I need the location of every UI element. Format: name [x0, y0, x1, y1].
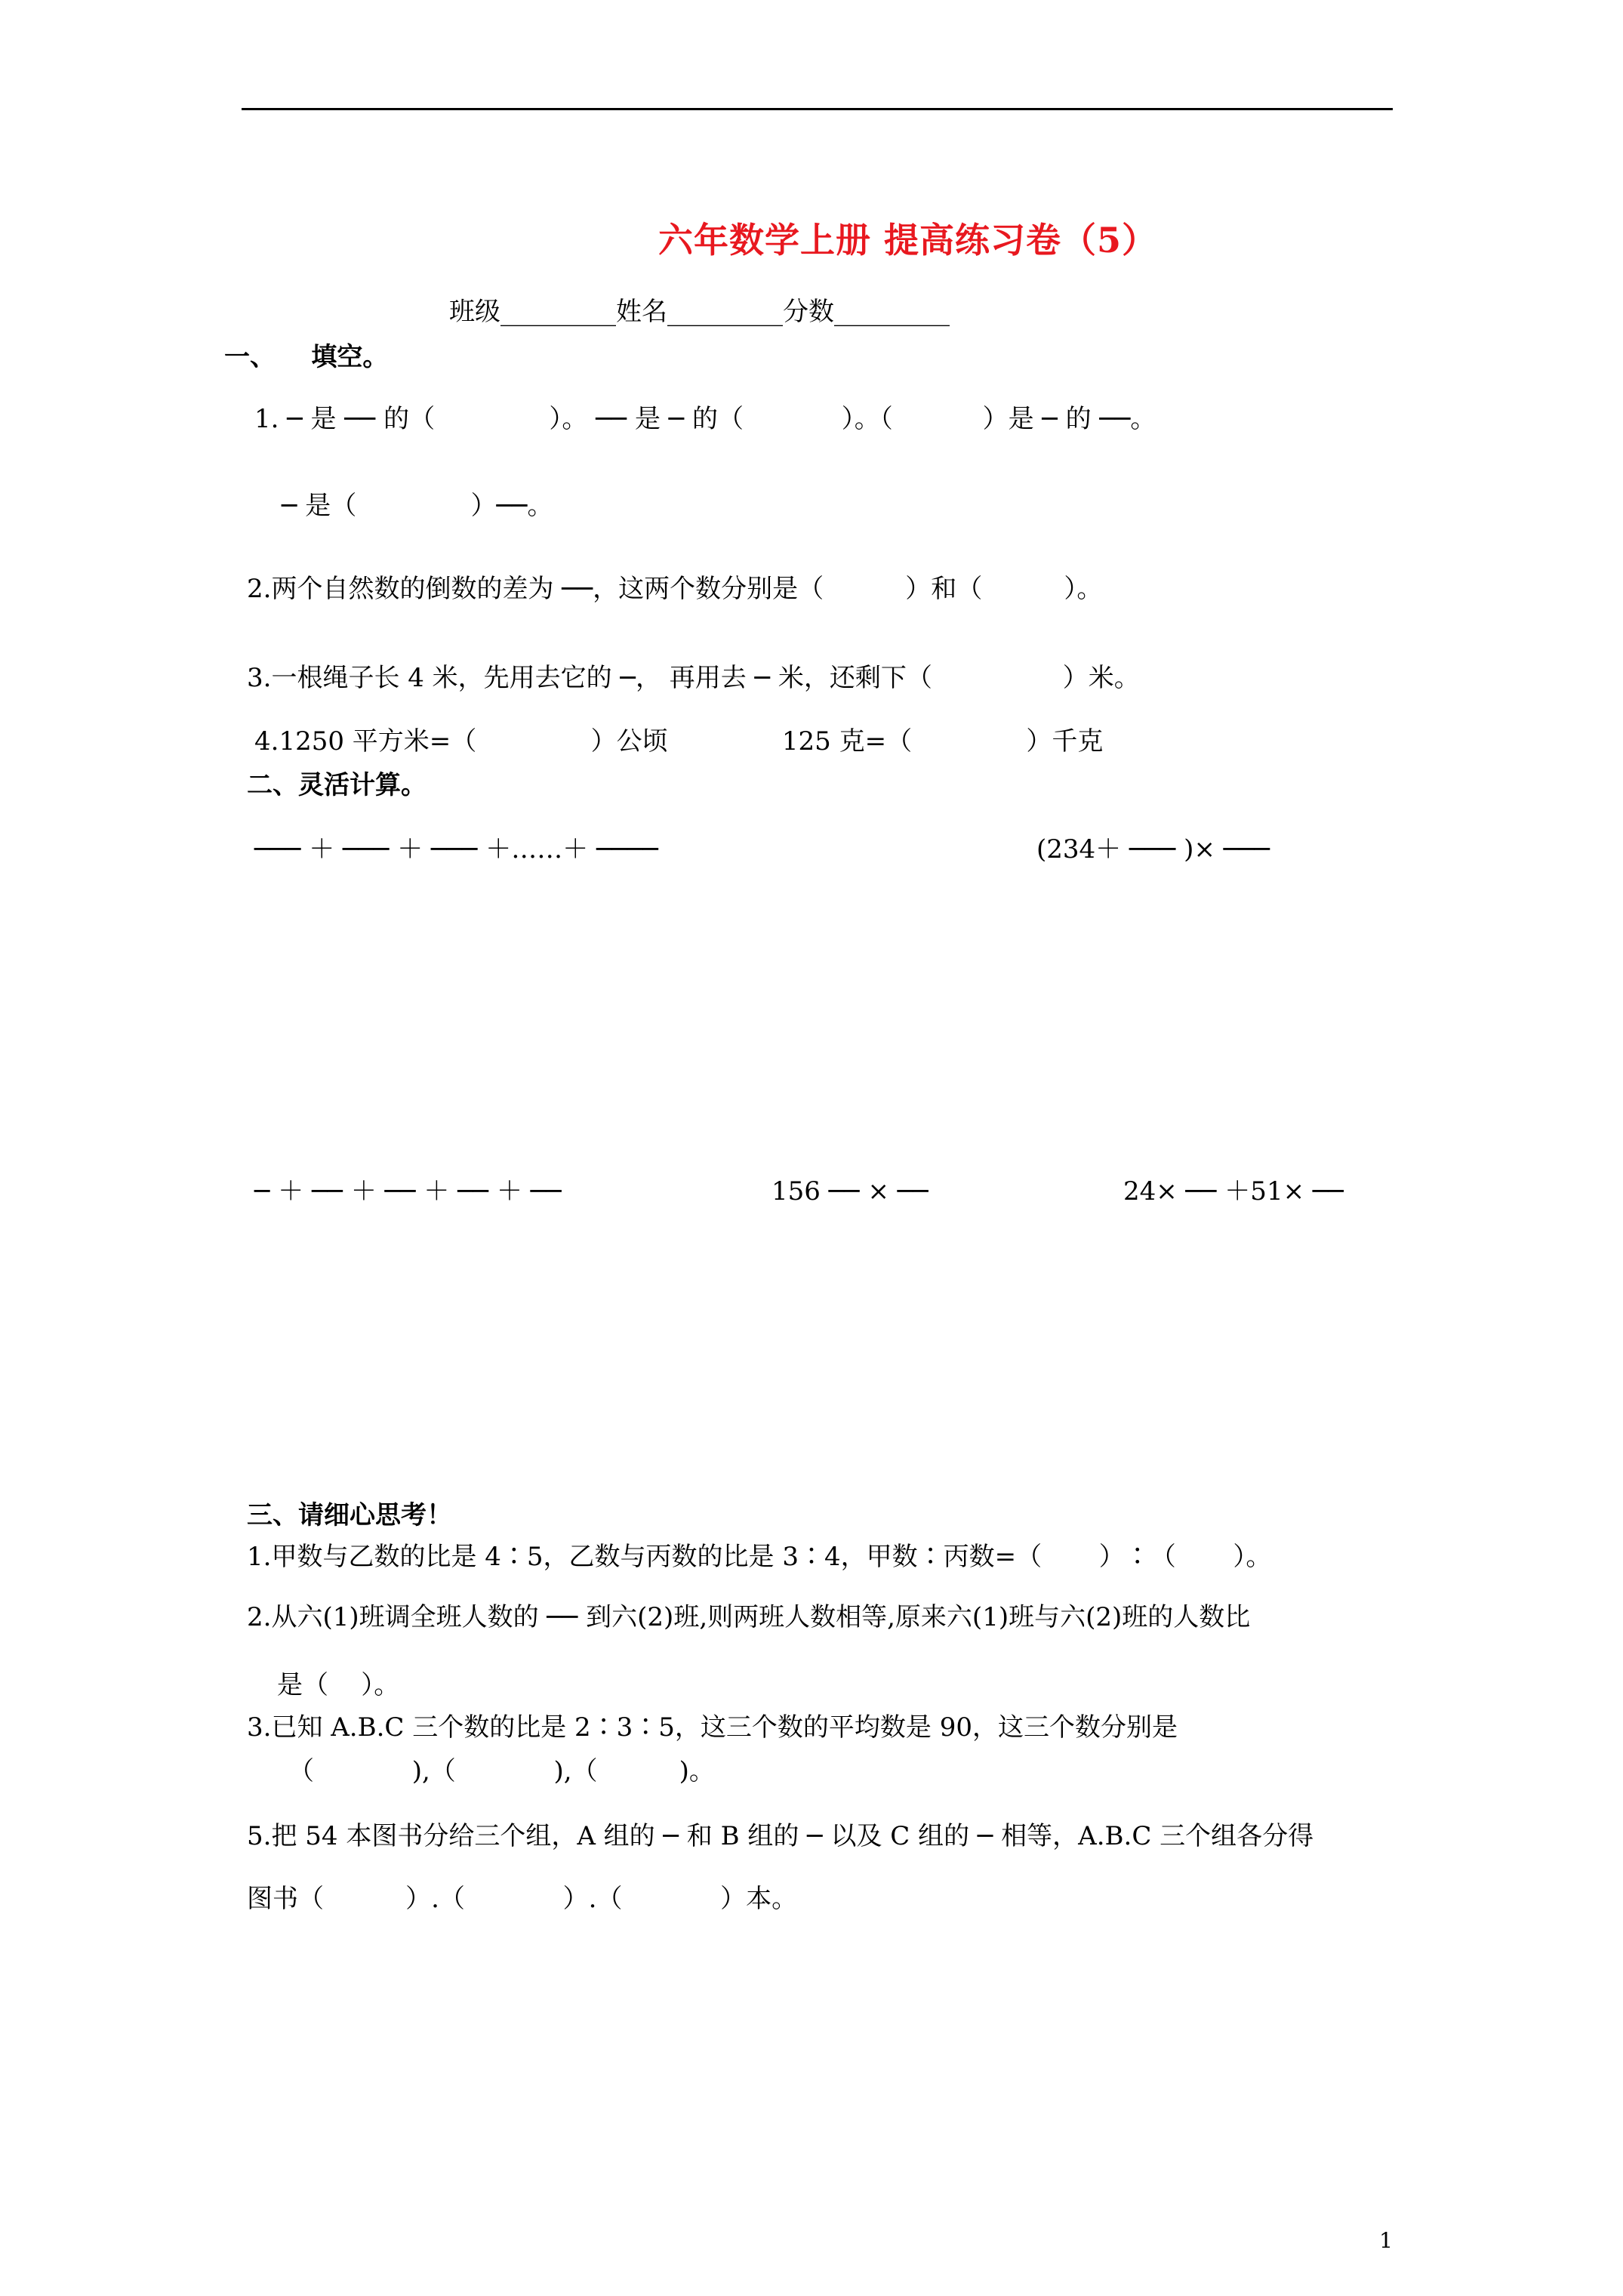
calc-expression-4: 156 ── × ── — [771, 1176, 929, 1207]
think-question-5-line-1: 5.把 54 本图书分给三个组，A 组的 ─ 和 B 组的 ─ 以及 C 组的 ─ 相等，A.B.C 三个组各分得 — [247, 1821, 1314, 1851]
header-rule — [242, 108, 1393, 110]
think-question-2-line-1: 2.从六(1)班调全班人数的 ── 到六(2)班,则两班人数相等,原来六(1)班与六(2)班的人数比 — [247, 1602, 1251, 1632]
section-3-heading: 三、请细心思考！ — [247, 1500, 452, 1530]
question-3: 3.一根绳子长 4 米，先用去它的 ─， 再用去 ─ 米，还剩下（ ）米。 — [247, 663, 1140, 693]
question-2: 2.两个自然数的倒数的差为 ──，这两个数分别是（ ）和（ ）。 — [247, 574, 1103, 604]
think-question-2-line-2: 是（ ）。 — [277, 1670, 400, 1700]
think-question-3-line-1: 3.已知 A.B.C 三个数的比是 2∶3∶5，这三个数的平均数是 90，这三个数分别是 — [247, 1712, 1178, 1743]
page-number: 1 — [1379, 2228, 1393, 2253]
student-info-line: 班级_________姓名_________分数_________ — [449, 297, 950, 327]
section-2-heading: 二、灵活计算。 — [247, 770, 427, 800]
question-1-line-2: ─ 是（ ）──。 — [282, 491, 553, 521]
calc-expression-2: (234＋ ─── )× ─── — [1036, 834, 1270, 864]
think-question-3-line-2: （ ),（ ),（ )。 — [288, 1756, 715, 1786]
question-4: 4.1250 平方米=（ ）公顷 125 克=（ ）千克 — [254, 726, 1104, 757]
question-1-line-1: 1. ─ 是 ── 的（ ）。 ── 是 ─ 的（ ）。（ ）是 ─ 的 ──。 — [254, 404, 1156, 434]
calc-expression-5: 24× ── ＋51× ── — [1123, 1176, 1344, 1207]
think-question-1: 1.甲数与乙数的比是 4∶5，乙数与丙数的比是 3∶4，甲数∶丙数=（ ）∶（ ）。 — [247, 1542, 1272, 1572]
calc-expression-3: ─ ＋ ── ＋ ── ＋ ── ＋ ── — [254, 1176, 562, 1207]
think-question-5-line-2: 图书（ ）.（ ）.（ ）本。 — [247, 1884, 798, 1914]
page-title: 六年数学上册 提高练习卷（5） — [658, 220, 1158, 260]
calc-expression-1: ─── ＋ ─── ＋ ─── ＋……＋ ──── — [254, 834, 658, 864]
section-1-heading: 一、 填空。 — [224, 342, 389, 372]
